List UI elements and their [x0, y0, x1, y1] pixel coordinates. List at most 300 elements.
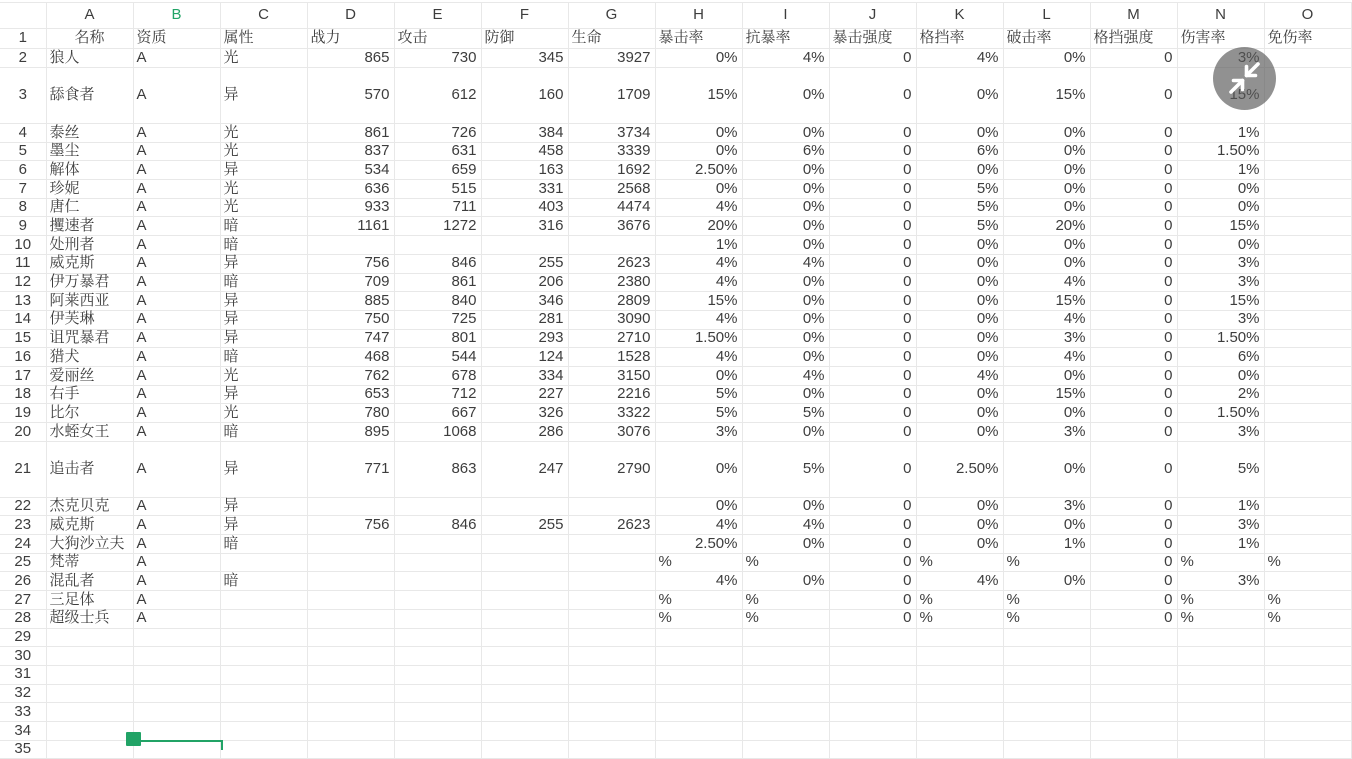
row-header-6[interactable]: 6	[0, 161, 46, 180]
cell-C10[interactable]: 暗	[220, 236, 307, 255]
cell-K14[interactable]: 0%	[916, 310, 1003, 329]
row-header-15[interactable]: 15	[0, 329, 46, 348]
cell-E31[interactable]	[394, 665, 481, 684]
cell-K1[interactable]: 格挡率	[916, 29, 1003, 49]
cell-C3[interactable]: 异	[220, 68, 307, 124]
cell-E8[interactable]: 711	[394, 198, 481, 217]
cell-N1[interactable]: 伤害率	[1177, 29, 1264, 49]
cell-F7[interactable]: 331	[481, 180, 568, 199]
cell-J3[interactable]: 0	[829, 68, 916, 124]
cell-F27[interactable]	[481, 591, 568, 610]
cell-H10[interactable]: 1%	[655, 236, 742, 255]
row-header-12[interactable]: 12	[0, 273, 46, 292]
cell-A7[interactable]: 珍妮	[46, 180, 133, 199]
cell-A28[interactable]: 超级士兵	[46, 609, 133, 628]
cell-H25[interactable]: %	[655, 553, 742, 572]
cell-H24[interactable]: 2.50%	[655, 535, 742, 554]
cell-K6[interactable]: 0%	[916, 161, 1003, 180]
cell-F8[interactable]: 403	[481, 198, 568, 217]
column-header-E[interactable]: E	[394, 3, 481, 29]
cell-L29[interactable]	[1003, 628, 1090, 647]
cell-H12[interactable]: 4%	[655, 273, 742, 292]
cell-D32[interactable]	[307, 684, 394, 703]
cell-B32[interactable]	[133, 684, 220, 703]
cell-F35[interactable]	[481, 740, 568, 759]
cell-E34[interactable]	[394, 721, 481, 740]
cell-G14[interactable]: 3090	[568, 310, 655, 329]
cell-G15[interactable]: 2710	[568, 329, 655, 348]
row-header-3[interactable]: 3	[0, 68, 46, 124]
cell-B8[interactable]: A	[133, 198, 220, 217]
cell-C22[interactable]: 异	[220, 497, 307, 516]
row-header-1[interactable]: 1	[0, 29, 46, 49]
cell-J16[interactable]: 0	[829, 348, 916, 367]
cell-G5[interactable]: 3339	[568, 142, 655, 161]
cell-A30[interactable]	[46, 647, 133, 666]
cell-A12[interactable]: 伊万暴君	[46, 273, 133, 292]
cell-J4[interactable]: 0	[829, 124, 916, 143]
cell-L31[interactable]	[1003, 665, 1090, 684]
cell-I28[interactable]: %	[742, 609, 829, 628]
cell-B22[interactable]: A	[133, 497, 220, 516]
cell-O35[interactable]	[1264, 740, 1351, 759]
cell-O16[interactable]	[1264, 348, 1351, 367]
cell-G3[interactable]: 1709	[568, 68, 655, 124]
cell-E35[interactable]	[394, 740, 481, 759]
cell-N20[interactable]: 3%	[1177, 423, 1264, 442]
cell-L13[interactable]: 15%	[1003, 292, 1090, 311]
cell-I6[interactable]: 0%	[742, 161, 829, 180]
cell-A19[interactable]: 比尔	[46, 404, 133, 423]
cell-A13[interactable]: 阿莱西亚	[46, 292, 133, 311]
row-header-13[interactable]: 13	[0, 292, 46, 311]
cell-F3[interactable]: 160	[481, 68, 568, 124]
cell-H27[interactable]: %	[655, 591, 742, 610]
cell-B28[interactable]: A	[133, 609, 220, 628]
cell-I15[interactable]: 0%	[742, 329, 829, 348]
cell-B29[interactable]	[133, 628, 220, 647]
cell-H28[interactable]: %	[655, 609, 742, 628]
cell-F24[interactable]	[481, 535, 568, 554]
cell-C17[interactable]: 光	[220, 366, 307, 385]
cell-M34[interactable]	[1090, 721, 1177, 740]
cell-C11[interactable]: 异	[220, 254, 307, 273]
cell-J1[interactable]: 暴击强度	[829, 29, 916, 49]
row-header-22[interactable]: 22	[0, 497, 46, 516]
cell-B24[interactable]: A	[133, 535, 220, 554]
cell-K12[interactable]: 0%	[916, 273, 1003, 292]
cell-I24[interactable]: 0%	[742, 535, 829, 554]
cell-D25[interactable]	[307, 553, 394, 572]
cell-L19[interactable]: 0%	[1003, 404, 1090, 423]
cell-L15[interactable]: 3%	[1003, 329, 1090, 348]
cell-H3[interactable]: 15%	[655, 68, 742, 124]
cell-K18[interactable]: 0%	[916, 385, 1003, 404]
cell-N15[interactable]: 1.50%	[1177, 329, 1264, 348]
cell-G31[interactable]	[568, 665, 655, 684]
cell-J10[interactable]: 0	[829, 236, 916, 255]
cell-D29[interactable]	[307, 628, 394, 647]
cell-E21[interactable]: 863	[394, 441, 481, 497]
cell-O34[interactable]	[1264, 721, 1351, 740]
cell-C21[interactable]: 异	[220, 441, 307, 497]
cell-D7[interactable]: 636	[307, 180, 394, 199]
cell-J28[interactable]: 0	[829, 609, 916, 628]
cell-B9[interactable]: A	[133, 217, 220, 236]
cell-H26[interactable]: 4%	[655, 572, 742, 591]
cell-C16[interactable]: 暗	[220, 348, 307, 367]
cell-I19[interactable]: 5%	[742, 404, 829, 423]
column-header-J[interactable]: J	[829, 3, 916, 29]
cell-E2[interactable]: 730	[394, 49, 481, 68]
row-header-18[interactable]: 18	[0, 385, 46, 404]
cell-J7[interactable]: 0	[829, 180, 916, 199]
cell-A21[interactable]: 追击者	[46, 441, 133, 497]
cell-G20[interactable]: 3076	[568, 423, 655, 442]
cell-F19[interactable]: 326	[481, 404, 568, 423]
cell-M8[interactable]: 0	[1090, 198, 1177, 217]
cell-G18[interactable]: 2216	[568, 385, 655, 404]
cell-I22[interactable]: 0%	[742, 497, 829, 516]
cell-N33[interactable]	[1177, 703, 1264, 722]
cell-D10[interactable]	[307, 236, 394, 255]
cell-J18[interactable]: 0	[829, 385, 916, 404]
cell-I34[interactable]	[742, 721, 829, 740]
cell-L5[interactable]: 0%	[1003, 142, 1090, 161]
cell-I3[interactable]: 0%	[742, 68, 829, 124]
cell-G2[interactable]: 3927	[568, 49, 655, 68]
cell-O7[interactable]	[1264, 180, 1351, 199]
cell-H30[interactable]	[655, 647, 742, 666]
cell-G27[interactable]	[568, 591, 655, 610]
cell-E24[interactable]	[394, 535, 481, 554]
cell-B6[interactable]: A	[133, 161, 220, 180]
cell-N6[interactable]: 1%	[1177, 161, 1264, 180]
cell-C25[interactable]	[220, 553, 307, 572]
cell-A5[interactable]: 墨尘	[46, 142, 133, 161]
cell-J21[interactable]: 0	[829, 441, 916, 497]
cell-C20[interactable]: 暗	[220, 423, 307, 442]
cell-O23[interactable]	[1264, 516, 1351, 535]
cell-K34[interactable]	[916, 721, 1003, 740]
cell-A32[interactable]	[46, 684, 133, 703]
cell-D30[interactable]	[307, 647, 394, 666]
cell-H5[interactable]: 0%	[655, 142, 742, 161]
cell-L27[interactable]: %	[1003, 591, 1090, 610]
row-header-16[interactable]: 16	[0, 348, 46, 367]
cell-D22[interactable]	[307, 497, 394, 516]
cell-I21[interactable]: 5%	[742, 441, 829, 497]
cell-N22[interactable]: 1%	[1177, 497, 1264, 516]
row-header-9[interactable]: 9	[0, 217, 46, 236]
cell-E22[interactable]	[394, 497, 481, 516]
cell-L28[interactable]: %	[1003, 609, 1090, 628]
cell-H13[interactable]: 15%	[655, 292, 742, 311]
cell-A11[interactable]: 威克斯	[46, 254, 133, 273]
cell-F15[interactable]: 293	[481, 329, 568, 348]
selection-handle[interactable]	[126, 732, 141, 746]
cell-I35[interactable]	[742, 740, 829, 759]
cell-D19[interactable]: 780	[307, 404, 394, 423]
cell-B31[interactable]	[133, 665, 220, 684]
cell-K29[interactable]	[916, 628, 1003, 647]
cell-G29[interactable]	[568, 628, 655, 647]
cell-A33[interactable]	[46, 703, 133, 722]
row-header-10[interactable]: 10	[0, 236, 46, 255]
cell-G9[interactable]: 3676	[568, 217, 655, 236]
cell-M3[interactable]: 0	[1090, 68, 1177, 124]
cell-K31[interactable]	[916, 665, 1003, 684]
cell-N29[interactable]	[1177, 628, 1264, 647]
cell-L12[interactable]: 4%	[1003, 273, 1090, 292]
cell-N21[interactable]: 5%	[1177, 441, 1264, 497]
cell-J30[interactable]	[829, 647, 916, 666]
cell-F32[interactable]	[481, 684, 568, 703]
column-header-H[interactable]: H	[655, 3, 742, 29]
cell-E4[interactable]: 726	[394, 124, 481, 143]
cell-N34[interactable]	[1177, 721, 1264, 740]
cell-C27[interactable]	[220, 591, 307, 610]
cell-E5[interactable]: 631	[394, 142, 481, 161]
cell-F23[interactable]: 255	[481, 516, 568, 535]
cell-G6[interactable]: 1692	[568, 161, 655, 180]
cell-G10[interactable]	[568, 236, 655, 255]
cell-J15[interactable]: 0	[829, 329, 916, 348]
cell-C7[interactable]: 光	[220, 180, 307, 199]
cell-D2[interactable]: 865	[307, 49, 394, 68]
cell-L17[interactable]: 0%	[1003, 366, 1090, 385]
cell-G21[interactable]: 2790	[568, 441, 655, 497]
cell-G26[interactable]	[568, 572, 655, 591]
cell-G25[interactable]	[568, 553, 655, 572]
cell-A29[interactable]	[46, 628, 133, 647]
cell-G35[interactable]	[568, 740, 655, 759]
cell-D26[interactable]	[307, 572, 394, 591]
cell-D1[interactable]: 战力	[307, 29, 394, 49]
cell-N16[interactable]: 6%	[1177, 348, 1264, 367]
cell-L14[interactable]: 4%	[1003, 310, 1090, 329]
cell-J25[interactable]: 0	[829, 553, 916, 572]
row-header-4[interactable]: 4	[0, 124, 46, 143]
cell-L18[interactable]: 15%	[1003, 385, 1090, 404]
row-header-19[interactable]: 19	[0, 404, 46, 423]
cell-K25[interactable]: %	[916, 553, 1003, 572]
cell-N17[interactable]: 0%	[1177, 366, 1264, 385]
cell-M2[interactable]: 0	[1090, 49, 1177, 68]
cell-H19[interactable]: 5%	[655, 404, 742, 423]
cell-J29[interactable]	[829, 628, 916, 647]
cell-F17[interactable]: 334	[481, 366, 568, 385]
cell-F30[interactable]	[481, 647, 568, 666]
cell-G33[interactable]	[568, 703, 655, 722]
cell-B5[interactable]: A	[133, 142, 220, 161]
cell-I4[interactable]: 0%	[742, 124, 829, 143]
cell-O17[interactable]	[1264, 366, 1351, 385]
cell-C33[interactable]	[220, 703, 307, 722]
cell-I33[interactable]	[742, 703, 829, 722]
cell-B18[interactable]: A	[133, 385, 220, 404]
column-header-M[interactable]: M	[1090, 3, 1177, 29]
cell-O30[interactable]	[1264, 647, 1351, 666]
cell-O8[interactable]	[1264, 198, 1351, 217]
cell-M6[interactable]: 0	[1090, 161, 1177, 180]
cell-D33[interactable]	[307, 703, 394, 722]
cell-I27[interactable]: %	[742, 591, 829, 610]
cell-I20[interactable]: 0%	[742, 423, 829, 442]
cell-N18[interactable]: 2%	[1177, 385, 1264, 404]
cell-E14[interactable]: 725	[394, 310, 481, 329]
cell-L22[interactable]: 3%	[1003, 497, 1090, 516]
cell-L30[interactable]	[1003, 647, 1090, 666]
cell-O11[interactable]	[1264, 254, 1351, 273]
cell-N28[interactable]: %	[1177, 609, 1264, 628]
cell-E16[interactable]: 544	[394, 348, 481, 367]
cell-L25[interactable]: %	[1003, 553, 1090, 572]
cell-L32[interactable]	[1003, 684, 1090, 703]
cell-E13[interactable]: 840	[394, 292, 481, 311]
cell-L1[interactable]: 破击率	[1003, 29, 1090, 49]
cell-N19[interactable]: 1.50%	[1177, 404, 1264, 423]
cell-D27[interactable]	[307, 591, 394, 610]
cell-O33[interactable]	[1264, 703, 1351, 722]
cell-E30[interactable]	[394, 647, 481, 666]
cell-L35[interactable]	[1003, 740, 1090, 759]
row-header-29[interactable]: 29	[0, 628, 46, 647]
column-header-N[interactable]: N	[1177, 3, 1264, 29]
cell-H6[interactable]: 2.50%	[655, 161, 742, 180]
cell-I2[interactable]: 4%	[742, 49, 829, 68]
cell-C14[interactable]: 异	[220, 310, 307, 329]
cell-L3[interactable]: 15%	[1003, 68, 1090, 124]
cell-M26[interactable]: 0	[1090, 572, 1177, 591]
cell-A27[interactable]: 三足体	[46, 591, 133, 610]
cell-D16[interactable]: 468	[307, 348, 394, 367]
cell-E3[interactable]: 612	[394, 68, 481, 124]
row-header-2[interactable]: 2	[0, 49, 46, 68]
cell-O28[interactable]: %	[1264, 609, 1351, 628]
row-header-30[interactable]: 30	[0, 647, 46, 666]
cell-G17[interactable]: 3150	[568, 366, 655, 385]
cell-I16[interactable]: 0%	[742, 348, 829, 367]
cell-M16[interactable]: 0	[1090, 348, 1177, 367]
cell-N26[interactable]: 3%	[1177, 572, 1264, 591]
cell-O25[interactable]: %	[1264, 553, 1351, 572]
cell-E23[interactable]: 846	[394, 516, 481, 535]
cell-N35[interactable]	[1177, 740, 1264, 759]
cell-H29[interactable]	[655, 628, 742, 647]
cell-K23[interactable]: 0%	[916, 516, 1003, 535]
cell-F25[interactable]	[481, 553, 568, 572]
cell-E6[interactable]: 659	[394, 161, 481, 180]
cell-N23[interactable]: 3%	[1177, 516, 1264, 535]
cell-M15[interactable]: 0	[1090, 329, 1177, 348]
cell-K33[interactable]	[916, 703, 1003, 722]
cell-F9[interactable]: 316	[481, 217, 568, 236]
cell-O15[interactable]	[1264, 329, 1351, 348]
cell-M35[interactable]	[1090, 740, 1177, 759]
cell-C31[interactable]	[220, 665, 307, 684]
cell-C5[interactable]: 光	[220, 142, 307, 161]
cell-H31[interactable]	[655, 665, 742, 684]
cell-O21[interactable]	[1264, 441, 1351, 497]
cell-N10[interactable]: 0%	[1177, 236, 1264, 255]
cell-C28[interactable]	[220, 609, 307, 628]
cell-B12[interactable]: A	[133, 273, 220, 292]
cell-F33[interactable]	[481, 703, 568, 722]
cell-I8[interactable]: 0%	[742, 198, 829, 217]
cell-B16[interactable]: A	[133, 348, 220, 367]
cell-N32[interactable]	[1177, 684, 1264, 703]
cell-J31[interactable]	[829, 665, 916, 684]
select-all-corner[interactable]	[0, 3, 46, 29]
cell-I30[interactable]	[742, 647, 829, 666]
row-header-35[interactable]: 35	[0, 740, 46, 759]
cell-B10[interactable]: A	[133, 236, 220, 255]
cell-G34[interactable]	[568, 721, 655, 740]
cell-H23[interactable]: 4%	[655, 516, 742, 535]
cell-C12[interactable]: 暗	[220, 273, 307, 292]
cell-K26[interactable]: 4%	[916, 572, 1003, 591]
cell-H4[interactable]: 0%	[655, 124, 742, 143]
cell-L8[interactable]: 0%	[1003, 198, 1090, 217]
cell-O13[interactable]	[1264, 292, 1351, 311]
cell-M22[interactable]: 0	[1090, 497, 1177, 516]
cell-A24[interactable]: 大狗沙立夫	[46, 535, 133, 554]
cell-A35[interactable]	[46, 740, 133, 759]
cell-K5[interactable]: 6%	[916, 142, 1003, 161]
cell-I11[interactable]: 4%	[742, 254, 829, 273]
cell-J19[interactable]: 0	[829, 404, 916, 423]
cell-M12[interactable]: 0	[1090, 273, 1177, 292]
cell-O27[interactable]: %	[1264, 591, 1351, 610]
cell-I31[interactable]	[742, 665, 829, 684]
cell-I10[interactable]: 0%	[742, 236, 829, 255]
cell-G8[interactable]: 4474	[568, 198, 655, 217]
cell-K4[interactable]: 0%	[916, 124, 1003, 143]
cell-E20[interactable]: 1068	[394, 423, 481, 442]
cell-D21[interactable]: 771	[307, 441, 394, 497]
cell-K35[interactable]	[916, 740, 1003, 759]
cell-F2[interactable]: 345	[481, 49, 568, 68]
cell-M5[interactable]: 0	[1090, 142, 1177, 161]
cell-M30[interactable]	[1090, 647, 1177, 666]
cell-K17[interactable]: 4%	[916, 366, 1003, 385]
cell-O29[interactable]	[1264, 628, 1351, 647]
cell-N13[interactable]: 15%	[1177, 292, 1264, 311]
cell-A4[interactable]: 泰丝	[46, 124, 133, 143]
cell-C1[interactable]: 属性	[220, 29, 307, 49]
cell-F26[interactable]	[481, 572, 568, 591]
cell-C35[interactable]	[220, 740, 307, 759]
cell-E17[interactable]: 678	[394, 366, 481, 385]
cell-C18[interactable]: 异	[220, 385, 307, 404]
cell-M27[interactable]: 0	[1090, 591, 1177, 610]
cell-B1[interactable]: 资质	[133, 29, 220, 49]
cell-L9[interactable]: 20%	[1003, 217, 1090, 236]
cell-B7[interactable]: A	[133, 180, 220, 199]
cell-D13[interactable]: 885	[307, 292, 394, 311]
column-header-L[interactable]: L	[1003, 3, 1090, 29]
cell-C19[interactable]: 光	[220, 404, 307, 423]
cell-C23[interactable]: 异	[220, 516, 307, 535]
cell-K16[interactable]: 0%	[916, 348, 1003, 367]
cell-L2[interactable]: 0%	[1003, 49, 1090, 68]
cell-J32[interactable]	[829, 684, 916, 703]
cell-O12[interactable]	[1264, 273, 1351, 292]
cell-M9[interactable]: 0	[1090, 217, 1177, 236]
cell-N12[interactable]: 3%	[1177, 273, 1264, 292]
cell-O22[interactable]	[1264, 497, 1351, 516]
